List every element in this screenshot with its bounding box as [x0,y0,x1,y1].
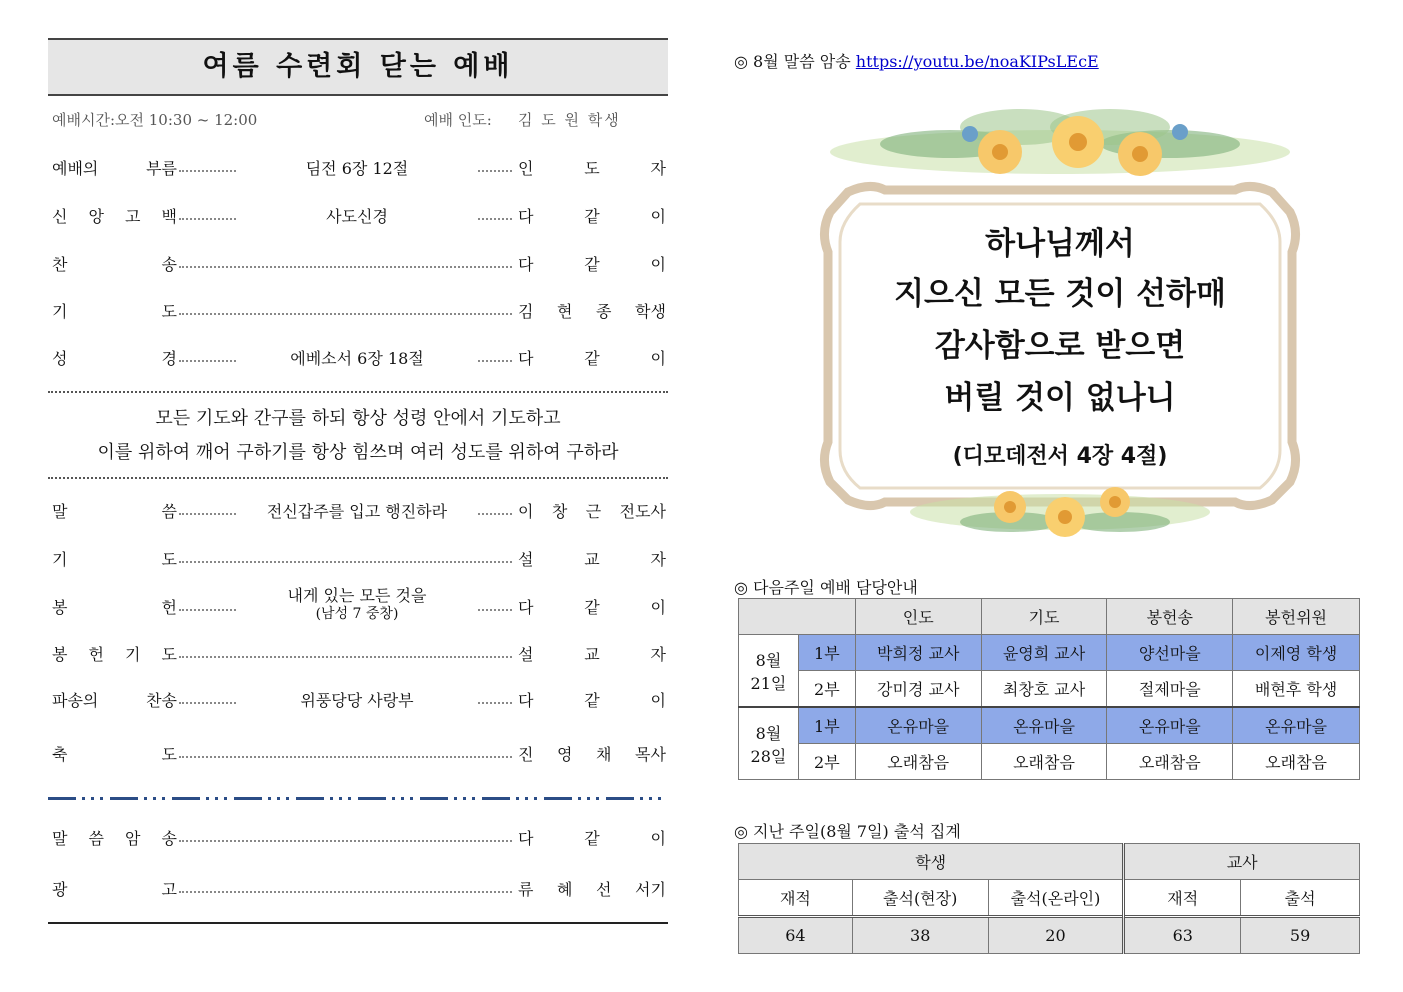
bottom-flower-garland [910,487,1210,537]
leader-dots [179,891,512,893]
col-teacher-enrolled: 재적 [1124,880,1241,917]
memory-video-link[interactable]: https://youtu.be/noaKIPsLEcE [855,52,1099,71]
order-row-label: 기 도 [52,550,177,569]
memory-section-header [734,49,1099,72]
order-row-label: 축 도 [52,745,177,764]
order-row [52,497,666,527]
order-row-person: 다 같 이 [518,598,666,617]
order-row [52,824,666,854]
value-cell: 20 [988,917,1124,954]
date-day: 28일 [750,746,787,766]
order-row-person: 다 같 이 [518,255,666,274]
date-day: 21일 [750,673,787,693]
dash-divider [48,797,668,800]
order-row-label: 기 도 [52,302,177,321]
attendance-header: ◎ 지난 주일(8월 7일) 출석 집계 [734,822,961,841]
duty-cell: 윤영희 교사 [981,635,1107,671]
order-row [52,740,666,770]
order-row-label: 예배의 부름 [52,159,177,178]
order-row-person: 류 혜 선 서기 [518,880,666,899]
order-row [52,344,666,374]
order-row-person: 다 같 이 [518,349,666,368]
order-row-label: 봉 헌 [52,598,177,617]
leader-dots [179,313,512,315]
order-row [52,586,666,623]
duty-cell: 오래참음 [981,744,1107,780]
col-present-online: 출석(온라인) [988,880,1124,917]
duty-header-row [739,599,1360,635]
value-cell: 64 [739,917,853,954]
poem-line-1: 하나님께서 [985,226,1135,262]
duty-date-aug28 [739,707,799,780]
duty-date-aug21 [739,635,799,708]
attendance-table [738,843,1360,954]
duty-cell: 배현후 학생 [1233,671,1360,708]
order-row [52,297,666,327]
order-row-person: 이 창 근 전도사 [518,502,666,521]
order-row-label: 말 씀 [52,502,177,521]
order-row [52,686,666,716]
poem-line-3: 감사함으로 받으면 [934,328,1186,364]
poem-reference: (디모데전서 4장 4절) [952,444,1168,469]
group-student: 학생 [739,844,1124,880]
leader-dots [179,561,512,563]
value-cell: 63 [1124,917,1241,954]
order-row-person: 다 같 이 [518,829,666,848]
order-title-box [48,38,668,96]
duty-cell: 양선마을 [1107,635,1233,671]
leader-dots [179,840,512,842]
duty-cell: 온유마을 [981,707,1107,744]
duty-cell: 절제마을 [1107,671,1233,708]
leader-dots [478,702,512,704]
duty-cell: 오래참음 [1107,744,1233,780]
order-row-detail: 에베소서 6장 18절 [290,349,424,368]
divider-top [48,391,668,393]
order-row-person: 설 교 자 [518,550,666,569]
table-row [739,707,1360,744]
order-row-label: 찬 송 [52,255,177,274]
leader-dots [478,170,512,172]
group-teacher: 교사 [1124,844,1360,880]
attendance-col-row [739,880,1360,917]
order-title: 여름 수련회 닫는 예배 [202,51,514,82]
leader-dots [179,360,236,362]
bottom-rule [48,922,668,924]
order-row-detail: 사도신경 [326,207,388,226]
leader-dots [179,656,512,658]
leader-dots [179,266,512,268]
leader-label: 예배 인도: [424,111,492,129]
table-row [739,635,1360,671]
part-cell: 1부 [798,635,855,671]
order-row-person: 김 현 종 학생 [518,302,666,321]
order-row [52,154,666,184]
attendance-group-row [739,844,1360,880]
order-row-label: 성 경 [52,349,177,368]
poem-line-2: 지으신 모든 것이 선하매 [894,276,1226,312]
leader-dots [478,513,512,515]
duty-col-offering-staff: 봉헌위원 [1233,599,1360,635]
order-row-person: 다 같 이 [518,207,666,226]
leader-dots [179,218,236,220]
verse-line-2: 이를 위하여 깨어 구하기를 항상 힘쓰며 여러 성도를 위하여 구하라 [97,442,619,463]
order-row-label: 말 씀 암 송 [52,829,177,848]
order-row [52,545,666,575]
order-row-detail: 위풍당당 사랑부 [300,691,414,710]
leader-dots [478,609,512,611]
order-row-label: 신 앙 고 백 [52,207,177,226]
leader-name [518,109,666,130]
floral-frame-graphic [810,82,1310,552]
duty-cell: 오래참음 [1233,744,1360,780]
order-row-label: 파송의 찬송 [52,691,177,710]
order-row-person: 다 같 이 [518,691,666,710]
duty-col-lead: 인도 [855,599,981,635]
order-row [52,202,666,232]
part-cell: 2부 [798,744,855,780]
duty-table [738,598,1360,780]
order-row-label: 광 고 [52,880,177,899]
order-row-detail: 딤전 6장 12절 [305,159,409,178]
leader-dots [179,756,512,758]
value-cell: 59 [1241,917,1360,954]
leader-dots [478,218,512,220]
part-cell: 1부 [798,707,855,744]
col-teacher-present: 출석 [1241,880,1360,917]
leader-dots [179,513,236,515]
order-row-person: 설 교 자 [518,645,666,664]
duty-col-prayer: 기도 [981,599,1107,635]
leader-dots [478,360,512,362]
duty-cell: 온유마을 [1107,707,1233,744]
date-month: 8월 [755,723,782,743]
worship-time: 예배시간:오전 10:30 ~ 12:00 [52,111,258,129]
order-row [52,640,666,670]
poem-line-4: 버릴 것이 없나니 [944,380,1176,416]
order-row-detail: 내게 있는 모든 것을 (남성 7 중창) [287,586,427,622]
duty-col-offering-song: 봉헌송 [1107,599,1233,635]
table-row [739,671,1360,708]
part-cell: 2부 [798,671,855,708]
order-row-person: 인 도 자 [518,159,666,178]
top-flower-garland [830,109,1290,176]
order-row [52,875,666,905]
verse-frame [810,82,1310,552]
order-row-label: 봉 헌 기 도 [52,645,177,664]
col-present-onsite: 출석(현장) [852,880,988,917]
duty-corner-cell [739,599,856,635]
duty-cell: 강미경 교사 [855,671,981,708]
order-row [52,250,666,280]
order-row-person: 진 영 채 목사 [518,745,666,764]
duty-header: ◎ 다음주일 예배 담당안내 [734,578,918,597]
duty-cell: 온유마을 [855,707,981,744]
order-row-detail: 전신갑주를 입고 행진하라 [266,502,448,521]
leader-dots [179,609,236,611]
date-month: 8월 [755,650,782,670]
value-cell: 38 [852,917,988,954]
duty-cell: 이제영 학생 [1233,635,1360,671]
leader-dots [179,170,236,172]
divider-bottom [48,477,668,479]
table-row [739,744,1360,780]
duty-cell: 최창호 교사 [981,671,1107,708]
duty-cell: 박희정 교사 [855,635,981,671]
col-enrolled: 재적 [739,880,853,917]
verse-line-1: 모든 기도와 간구를 하되 항상 성령 안에서 기도하고 [155,408,561,429]
duty-cell: 온유마을 [1233,707,1360,744]
memory-header: ◎ 8월 말씀 암송 [734,52,851,71]
leader-name-text: 김 도 원 학생 [518,111,621,129]
leader-dots [179,702,236,704]
duty-cell: 오래참음 [855,744,981,780]
attendance-values-row [739,917,1360,954]
